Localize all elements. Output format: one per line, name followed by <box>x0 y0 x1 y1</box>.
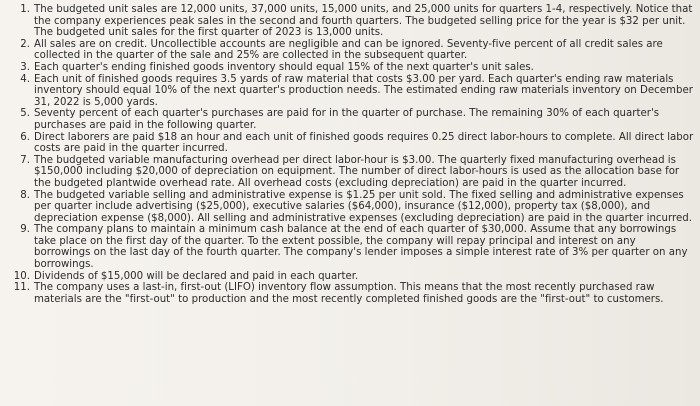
item-text: The budgeted variable manufacturing overhead per direct labor-hour is $3.00. The quarterly fixed manufacturing overhead is $150,000 including $20,000 of depreciation on equipment. The number of direct labor-hours is used as the allocation base for the budgeted plantwide overhead rate. All overhead costs (excluding depreciation) are paid in the quarter incurred. <box>34 154 680 189</box>
assumptions-list <box>6 4 694 305</box>
list-item <box>6 155 694 190</box>
item-text: Each quarter's ending finished goods inventory should equal 15% of the next quarter's unit sales. <box>34 61 534 73</box>
item-number: 9. <box>20 224 30 236</box>
list-item <box>6 282 694 305</box>
item-text: The budgeted variable selling and administrative expense is $1.25 per unit sold. The fixed selling and administrative expenses per quarter include advertising ($25,000), executive salaries ($64,000), insurance ($12,000), property tax ($8,000), and depreciation expense ($8,000). All selling and administrative expenses (excluding depreciation) are paid in the quarter incurred. <box>34 189 692 224</box>
item-text: Each unit of finished goods requires 3.5 yards of raw material that costs $3.00 per yard. Each quarter's ending raw materials inventory should equal 10% of the next quarter's production needs. The estimated ending raw materials inventory on December 31, 2022 is 5,000 yards. <box>34 73 693 108</box>
list-item <box>6 271 694 283</box>
item-text: Seventy percent of each quarter's purchases are paid for in the quarter of purchase. The remaining 30% of each quarter's purchases are paid in the following quarter. <box>34 108 660 131</box>
item-number: 11. <box>13 282 30 294</box>
item-number: 1. <box>20 4 30 15</box>
list-item <box>6 74 694 109</box>
item-number: 2. <box>20 38 30 50</box>
list-item <box>6 62 694 74</box>
item-number: 3. <box>20 61 30 73</box>
list-item <box>6 132 694 155</box>
list-item <box>6 4 694 39</box>
item-text: Direct laborers are paid $18 an hour and each unit of finished goods requires 0.25 direct labor-hours to complete. All direct labor costs are paid in the quarter incurred. <box>34 131 694 155</box>
item-number: 4. <box>20 73 30 85</box>
item-text: Dividends of $15,000 will be declared and paid in each quarter. <box>34 270 359 282</box>
list-item <box>6 224 694 270</box>
list-item <box>6 39 694 62</box>
item-number: 7. <box>20 154 30 166</box>
item-text: The company uses a last-in, first-out (LIFO) inventory flow assumption. This means that the most recently purchased raw materials are the "first-out" to production and the most recently completed finished goods are the "first-out" to customers. <box>34 282 664 305</box>
item-number: 6. <box>20 131 30 143</box>
list-item <box>6 190 694 225</box>
item-number: 10. <box>13 270 30 282</box>
item-text: The budgeted unit sales are 12,000 units, 37,000 units, 15,000 units, and 25,000 units for quarters 1-4, respectively. Notice that the company experiences peak sales in the second and fourth quarters. The budgeted selling price for the year is $32 per unit. The budgeted unit sales for the first quarter of 2023 is 13,000 units. <box>34 4 693 39</box>
item-number: 5. <box>20 108 30 120</box>
item-number: 8. <box>20 189 30 201</box>
list-item <box>6 108 694 131</box>
item-text: All sales are on credit. Uncollectible accounts are negligible and can be ignored. Seventy-five percent of all credit sales are collected in the quarter of the sale and 25% are collected in the subsequent quarter. <box>34 38 663 62</box>
item-text: The company plans to maintain a minimum cash balance at the end of each quarter of $30,000. Assume that any borrowings take place on the first day of the quarter. To the extent possible, the company will repay principal and interest on any borrowings on the last day of the fourth quarter. The company's lender imposes a simple interest rate of 3% per quarter on any borrowings. <box>34 224 688 271</box>
